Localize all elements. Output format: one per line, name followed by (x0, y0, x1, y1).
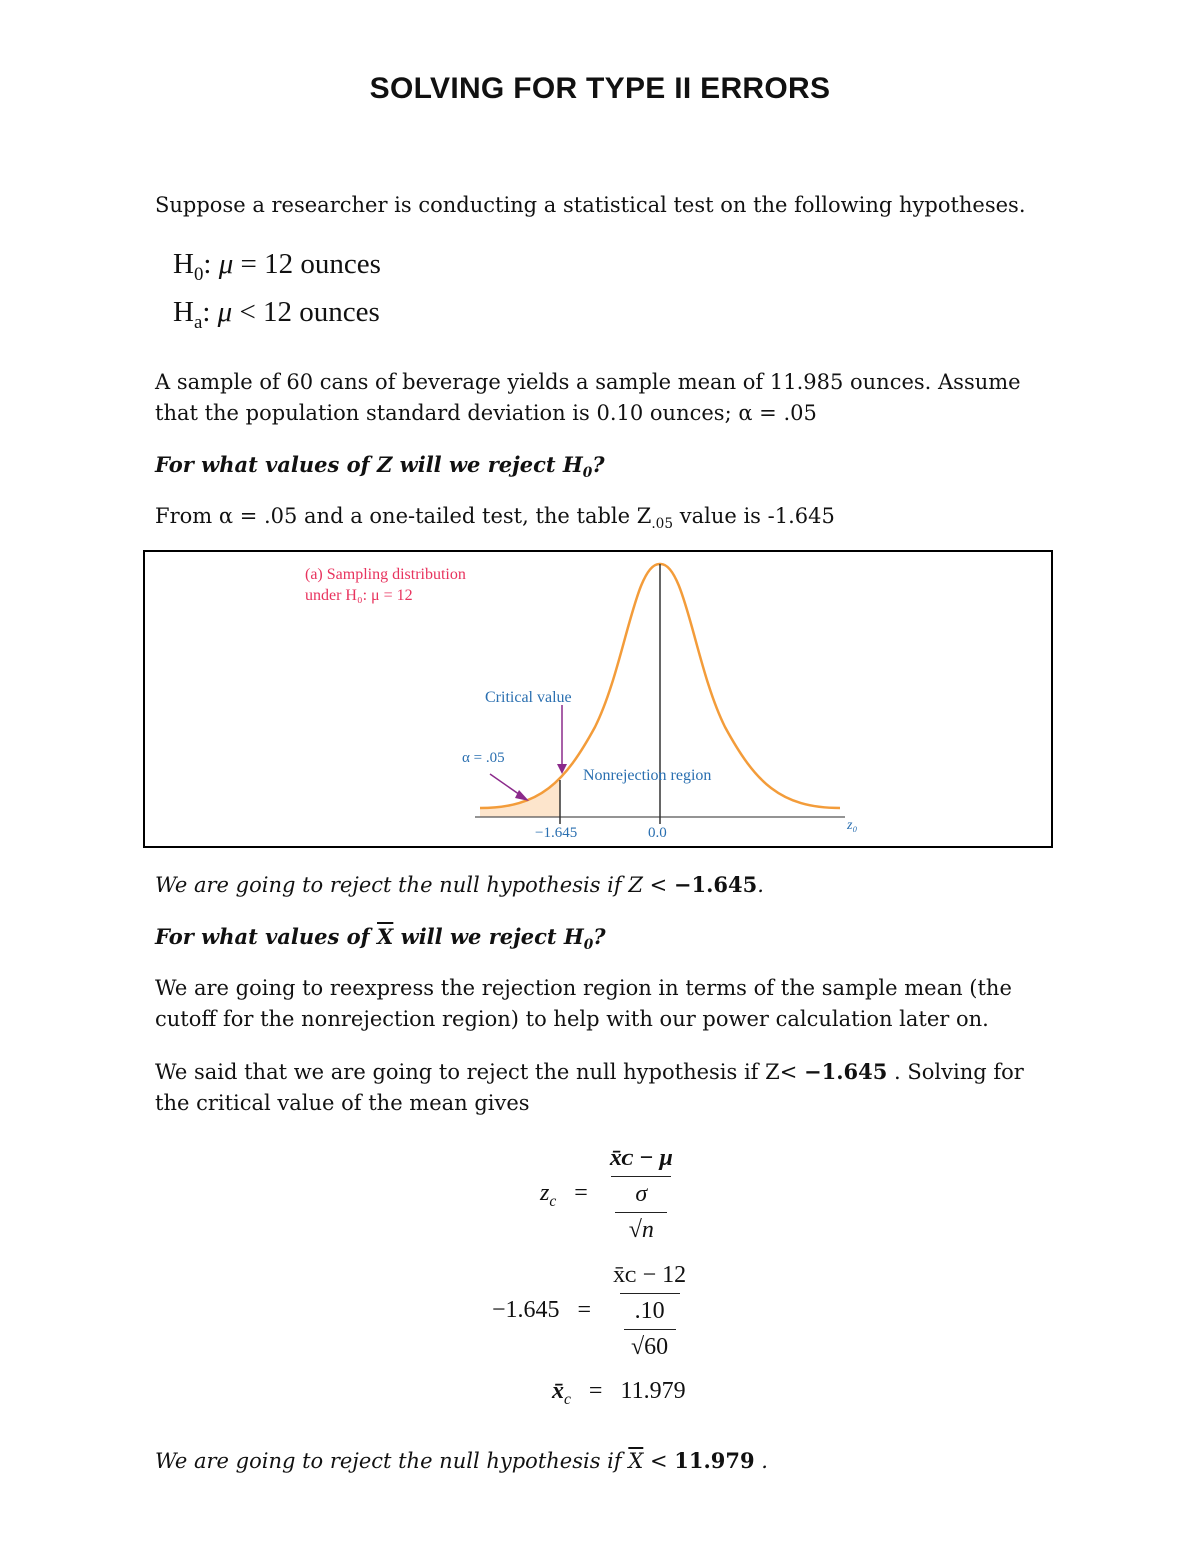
equation-result: $x̄_c = 11.979$ (552, 1378, 686, 1408)
axis-label: z₀ (847, 818, 858, 833)
equation-zc: $z_c$ = $\frac{\text{x̄ᴄ − μ}}{\frac{\sigma}{√n}}$ (540, 1145, 673, 1243)
null-hypothesis: $H_0$: μ = 12 ounces (173, 248, 381, 285)
reexpress-paragraph: We are going to reexpress the rejection region in terms of the sample mean (the cutoff for the nonrejection region) to help with our power calculation later on. (155, 976, 1012, 1031)
intro-paragraph: Suppose a researcher is conducting a statistical test on the following hypotheses. (155, 193, 1026, 217)
reject-xbar-statement: We are going to reject the null hypothesis if $\overline{X} < 11.979$ . (155, 1448, 768, 1473)
equation-substituted: −1.645 = $\frac{\text{x̄ᴄ − 12}}{\frac{.10}{√60}}$ (492, 1262, 687, 1360)
tick-critical-label: −1.645 (535, 825, 578, 841)
page-title: SOLVING FOR TYPE II ERRORS (369, 72, 831, 105)
sampling-distribution-figure (143, 550, 1053, 848)
question-z: For what values of Z will we reject $H_0$? (155, 452, 605, 482)
nonrejection-label: Nonrejection region (583, 767, 712, 784)
caption-line-2: under H₀: μ = 12 (305, 587, 413, 604)
question-xbar: For what values of $\overline{X}$ will we reject $H_0$? (155, 924, 606, 954)
table-z-paragraph: From α = .05 and a one-tailed test, the table $Z_{.05}$ value is -1.645 (155, 504, 835, 533)
critical-mean-paragraph: We said that we are going to reject the null hypothesis if Z< −1.645 . Solving for the critical value of the mean gives (155, 1059, 1024, 1115)
reject-z-statement: We are going to reject the null hypothesis if Z < −1.645. (155, 872, 764, 897)
sample-paragraph: A sample of 60 cans of beverage yields a sample mean of 11.985 ounces. Assume that the population standard deviation is 0.10 ounces; α = .05 (155, 370, 1021, 425)
alpha-arrowhead (515, 790, 529, 801)
caption-line-1: (a) Sampling distribution (305, 566, 466, 583)
alpha-label: α = .05 (462, 750, 505, 766)
distribution-chart (145, 552, 1051, 846)
alternative-hypothesis: $H_a$: μ < 12 ounces (173, 296, 380, 333)
critical-value-label: Critical value (485, 689, 572, 706)
tick-zero-label: 0.0 (648, 825, 667, 841)
